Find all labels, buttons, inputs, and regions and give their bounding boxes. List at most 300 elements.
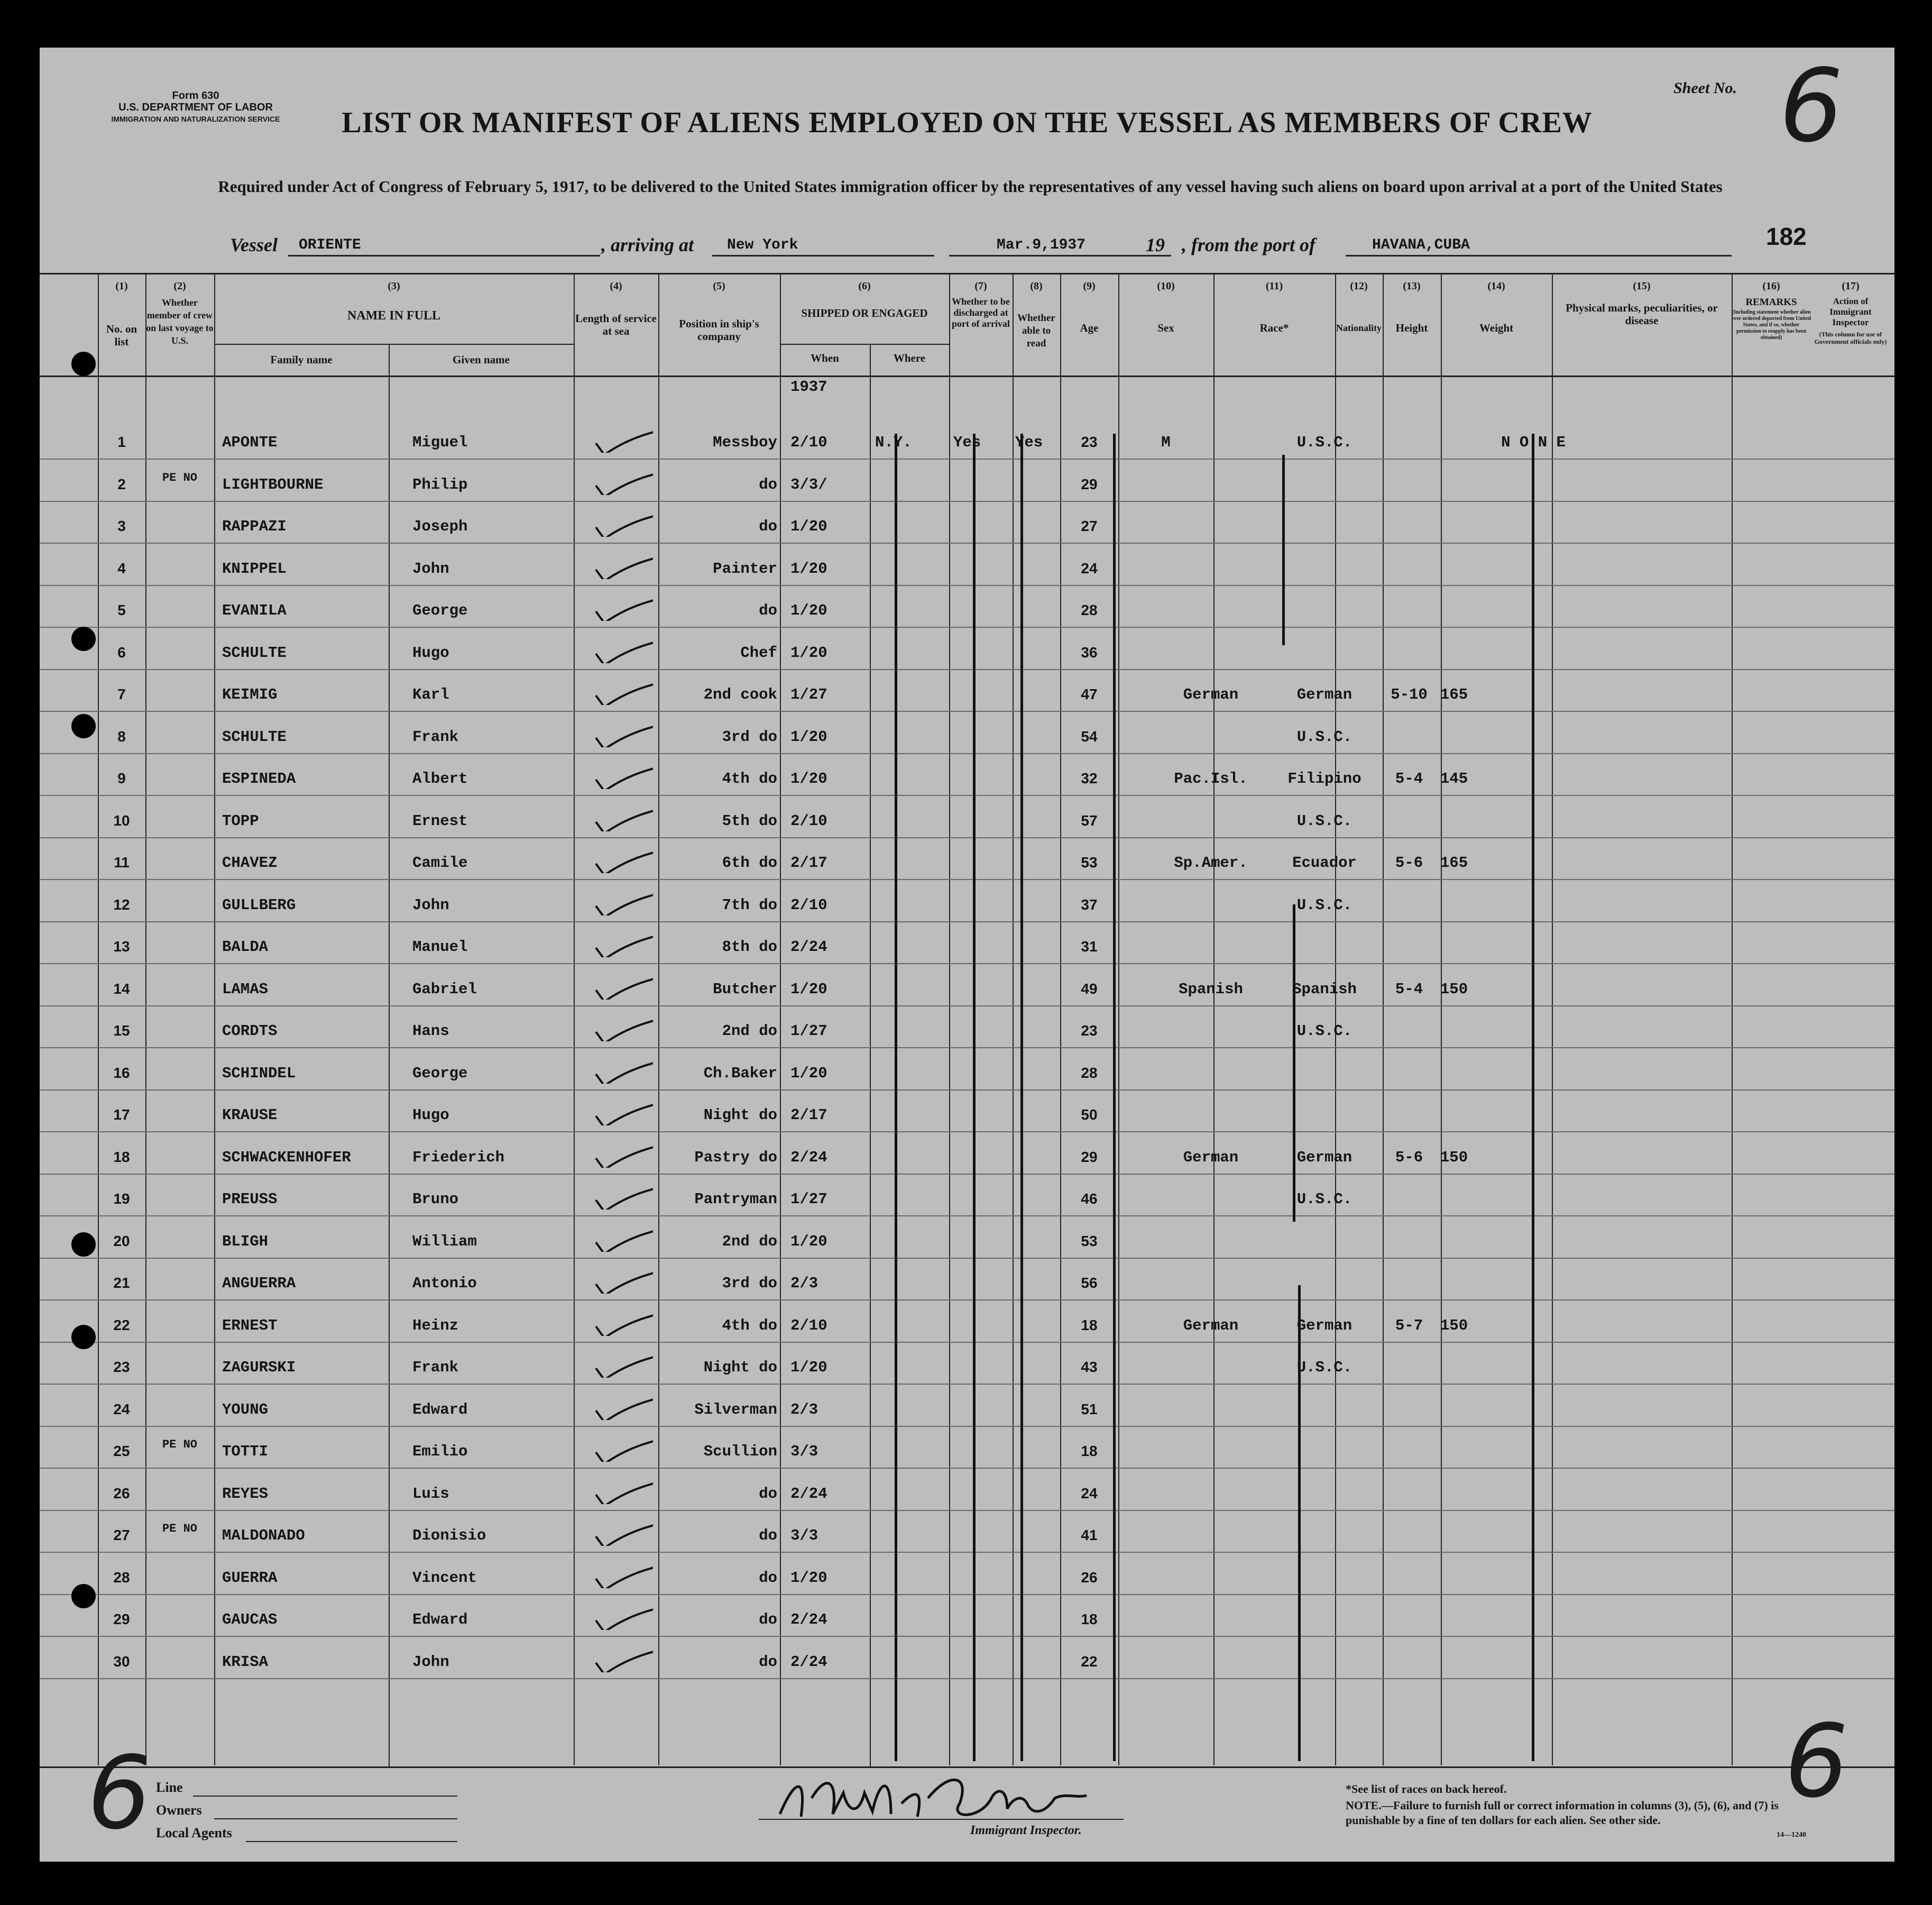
row-given-name: Philip	[412, 475, 468, 493]
service-check-mark	[595, 549, 653, 579]
row-number: 11	[114, 854, 130, 871]
row-family-name: SCHINDEL	[222, 1064, 296, 1082]
col-head-no: No. on list	[106, 323, 137, 348]
row-family-name: BALDA	[222, 938, 269, 956]
row-number: 27	[113, 1527, 130, 1543]
row-shipped-when: 3/3/	[790, 475, 827, 493]
col-num-11: (11)	[1265, 280, 1283, 292]
row-family-name: GULLBERG	[222, 896, 296, 914]
row-age: 24	[1081, 1485, 1098, 1501]
row-given-name: William	[412, 1232, 477, 1250]
service-check-mark	[595, 1516, 653, 1546]
col-head-when: When	[811, 352, 839, 364]
col-num-5: (5)	[713, 280, 725, 292]
row-age: 18	[1081, 1316, 1098, 1333]
row-given-name: Hugo	[412, 1106, 449, 1124]
shipped-year: 1937	[790, 378, 827, 396]
row-position: 2nd do	[722, 1232, 777, 1250]
row-shipped-when: 2/10	[790, 1316, 827, 1334]
row-number: 12	[113, 896, 130, 913]
row-shipped-when: 1/20	[790, 770, 827, 787]
row-position: do	[759, 1653, 777, 1671]
row-age: 43	[1081, 1359, 1098, 1375]
row-age: 28	[1081, 602, 1098, 618]
row-shipped-when: 1/20	[790, 560, 827, 578]
row-number: 17	[113, 1106, 130, 1123]
row-age: 51	[1081, 1400, 1098, 1417]
row-shipped-when: 2/17	[790, 854, 827, 872]
row-position: Butcher	[713, 980, 777, 998]
row-position: Painter	[713, 560, 777, 578]
row-position: Silverman	[694, 1400, 777, 1418]
col-num-13: (13)	[1403, 280, 1421, 292]
row-family-name: MALDONADO	[222, 1527, 305, 1544]
row-age: 27	[1081, 518, 1098, 534]
row-age: 32	[1081, 770, 1098, 786]
row-family-name: SCHULTE	[222, 728, 287, 746]
row-number: 14	[113, 980, 130, 997]
row-family-name: KNIPPEL	[222, 560, 287, 578]
row-shipped-when: 1/20	[790, 1232, 827, 1250]
races-note: *See list of races on back hereof.	[1346, 1782, 1507, 1796]
row-age: 31	[1081, 938, 1098, 955]
col-num-12: (12)	[1350, 280, 1368, 292]
row-shipped-when: 1/20	[790, 1359, 827, 1376]
col-head-discharged: Whether to be discharged at port of arrival	[952, 296, 1010, 329]
row-shipped-when: 1/20	[790, 728, 827, 746]
row-given-name: Joseph	[412, 518, 468, 535]
footer-left-number: 6	[87, 1735, 151, 1852]
row-weight: 150	[1440, 980, 1468, 998]
col-num-4: (4)	[610, 280, 622, 292]
row-family-name: SCHWACKENHOFER	[222, 1148, 351, 1166]
row-number: 3	[117, 518, 126, 534]
row-nationality: U.S.C.	[1296, 896, 1353, 914]
row-shipped-when: 2/17	[790, 1106, 827, 1124]
col-num-9: (9)	[1083, 280, 1096, 292]
row-number: 9	[117, 770, 126, 786]
service-check-mark	[595, 886, 653, 915]
row-position: do	[759, 1569, 777, 1587]
binder-hole	[71, 1232, 96, 1257]
row-family-name: EVANILA	[222, 602, 287, 619]
row-number: 1	[117, 434, 126, 450]
row-nationality: U.S.C.	[1296, 812, 1353, 830]
row-position: 3rd do	[722, 728, 777, 746]
row-family-name: KEIMIG	[222, 686, 278, 703]
row-nationality: German	[1296, 686, 1353, 703]
row-last-voyage: PE NO	[162, 1522, 197, 1535]
sheet-number: 6	[1779, 48, 1843, 164]
row-number: 18	[113, 1148, 130, 1165]
row-number: 4	[117, 560, 126, 576]
page-subtitle: Required under Act of Congress of February 5, 1917, to be delivered to the United States immigration officer by the representatives of any vessel having such aliens on board upon arrival at a port of the United States	[218, 177, 1723, 196]
service-check-mark	[595, 970, 653, 1000]
row-given-name: Heinz	[412, 1316, 459, 1334]
row-given-name: Miguel	[412, 434, 468, 451]
col-head-last-voyage: Whether member of crew on last voyage to U.S.	[146, 297, 214, 346]
row-height: 5-6	[1395, 854, 1423, 872]
row-number: 26	[113, 1485, 130, 1501]
row-number: 2	[117, 475, 126, 492]
footer-owners-label: Owners	[156, 1802, 202, 1818]
year-label: 19	[1146, 234, 1165, 255]
row-family-name: CORDTS	[222, 1022, 278, 1040]
col-head-action-note: (This column for use of Government officials only)	[1814, 331, 1887, 345]
row-height: 5-6	[1395, 1148, 1423, 1166]
row-age: 23	[1081, 434, 1098, 450]
row-age: 24	[1081, 560, 1098, 576]
form-number: Form 630	[172, 90, 219, 102]
row-sex: M	[1161, 434, 1171, 451]
row-given-name: Manuel	[412, 938, 468, 956]
agency-name: U.S. DEPARTMENT OF LABOR	[118, 102, 273, 113]
service-name: IMMIGRATION AND NATURALIZATION SERVICE	[111, 115, 280, 123]
row-able-to-read: Yes	[1015, 434, 1043, 451]
row-shipped-when: 1/27	[790, 1190, 827, 1208]
row-height: 5-4	[1395, 770, 1423, 787]
col-num-16: (16)	[1762, 280, 1780, 292]
row-age: 23	[1081, 1022, 1098, 1039]
row-shipped-when: 2/24	[790, 938, 827, 956]
service-check-mark	[595, 718, 653, 747]
col-head-given: Given name	[453, 353, 510, 366]
row-race: Pac.Isl.	[1174, 770, 1248, 787]
row-last-voyage: PE NO	[162, 1438, 197, 1451]
col-head-race: Race*	[1259, 322, 1289, 334]
row-given-name: George	[412, 1064, 468, 1082]
row-given-name: Ernest	[412, 812, 468, 830]
service-check-mark	[595, 802, 653, 831]
row-number: 10	[113, 812, 130, 829]
row-shipped-when: 1/20	[790, 1064, 827, 1082]
row-shipped-when: 3/3	[790, 1527, 818, 1544]
row-position: Chef	[740, 644, 777, 662]
row-age: 28	[1081, 1064, 1098, 1081]
col-num-3: (3)	[388, 280, 400, 292]
row-age: 50	[1081, 1106, 1098, 1123]
service-check-mark	[595, 1096, 653, 1125]
row-age: 37	[1081, 896, 1098, 913]
page-title: LIST OR MANIFEST OF ALIENS EMPLOYED ON THE VESSEL AS MEMBERS OF CREW	[342, 106, 1593, 139]
row-nationality: U.S.C.	[1296, 1190, 1353, 1208]
row-shipped-when: 1/20	[790, 980, 827, 998]
row-number: 20	[113, 1232, 130, 1249]
row-family-name: TOTTI	[222, 1443, 269, 1460]
footer-right-number: 6	[1784, 1703, 1848, 1820]
service-check-mark	[595, 634, 653, 663]
row-age: 41	[1081, 1527, 1098, 1543]
col-num-6: (6)	[858, 280, 871, 292]
service-check-mark	[595, 1643, 653, 1672]
arriving-label: , arriving at	[601, 234, 694, 255]
col-head-action: Action of Immigrant Inspector	[1829, 296, 1872, 327]
row-family-name: BLIGH	[222, 1232, 269, 1250]
row-nationality: U.S.C.	[1296, 434, 1353, 451]
binder-hole	[71, 627, 96, 651]
row-given-name: Hugo	[412, 644, 449, 662]
row-age: 22	[1081, 1653, 1098, 1670]
row-given-name: George	[412, 602, 468, 619]
row-discharged: Yes	[953, 434, 981, 451]
row-family-name: ZAGURSKI	[222, 1359, 296, 1376]
row-position: 7th do	[722, 896, 777, 914]
row-weight: 145	[1440, 770, 1468, 787]
row-position: do	[759, 602, 777, 619]
service-check-mark	[595, 1180, 653, 1210]
service-check-mark	[595, 1600, 653, 1630]
col-head-remarks: REMARKS	[1745, 297, 1797, 308]
service-check-mark	[595, 759, 653, 789]
row-number: 6	[117, 644, 126, 661]
vessel-label: Vessel	[230, 234, 278, 255]
service-check-mark	[595, 1012, 653, 1041]
col-head-position: Position in ship's company	[679, 317, 759, 343]
row-number: 28	[113, 1569, 130, 1586]
row-family-name: ERNEST	[222, 1316, 278, 1334]
row-number: 16	[113, 1064, 130, 1081]
row-shipped-when: 1/20	[790, 644, 827, 662]
row-family-name: KRAUSE	[222, 1106, 278, 1124]
row-given-name: Vincent	[412, 1569, 477, 1587]
row-position: Pastry do	[694, 1148, 777, 1166]
row-given-name: Frank	[412, 728, 459, 746]
col-num-15: (15)	[1633, 280, 1651, 292]
row-position: 2nd cook	[703, 686, 777, 703]
row-number: 23	[113, 1359, 130, 1375]
col-head-nationality: Nationality	[1336, 323, 1382, 333]
row-given-name: Bruno	[412, 1190, 459, 1208]
service-check-mark	[595, 591, 653, 621]
service-check-mark	[595, 465, 653, 495]
row-physical-marks: N O N E	[1501, 434, 1566, 451]
table-top-rule	[40, 273, 1894, 274]
row-nationality: Ecuador	[1292, 854, 1357, 872]
list-number: 182	[1766, 223, 1807, 250]
row-shipped-when: 1/27	[790, 686, 827, 703]
binder-hole	[71, 1325, 96, 1349]
row-race: German	[1183, 686, 1239, 703]
row-given-name: John	[412, 1653, 449, 1671]
row-weight: 165	[1440, 686, 1468, 703]
row-number: 19	[113, 1190, 130, 1207]
row-position: do	[759, 475, 777, 493]
row-given-name: John	[412, 896, 449, 914]
row-number: 8	[117, 728, 126, 745]
row-number: 21	[113, 1275, 130, 1291]
sheet-label: Sheet No.	[1673, 79, 1737, 97]
row-position: Messboy	[713, 434, 777, 451]
col-num-7: (7)	[974, 280, 987, 292]
row-shipped-when: 2/10	[790, 896, 827, 914]
row-race: Sp.Amer.	[1174, 854, 1248, 872]
binder-hole	[71, 1584, 96, 1608]
row-position: Night do	[703, 1106, 777, 1124]
row-age: 54	[1081, 728, 1098, 745]
row-family-name: LIGHTBOURNE	[222, 475, 324, 493]
row-number: 29	[113, 1611, 130, 1627]
row-family-name: GUERRA	[222, 1569, 278, 1587]
col-num-14: (14)	[1487, 280, 1505, 292]
row-weight: 150	[1440, 1148, 1468, 1166]
row-number: 7	[117, 686, 126, 702]
row-given-name: Karl	[412, 686, 449, 703]
col-num-8: (8)	[1030, 280, 1043, 292]
service-check-mark	[595, 1054, 653, 1084]
row-age: 29	[1081, 475, 1098, 492]
row-age: 36	[1081, 644, 1098, 661]
departure-port: HAVANA,CUBA	[1372, 237, 1470, 253]
row-family-name: KRISA	[222, 1653, 269, 1671]
col-head-read: Whether able to read	[1017, 313, 1055, 349]
service-check-mark	[595, 1432, 653, 1462]
row-age: 53	[1081, 1232, 1098, 1249]
col-head-service: Length of service at sea	[575, 312, 657, 337]
binder-hole	[71, 352, 96, 376]
row-shipped-when: 2/24	[790, 1485, 827, 1503]
row-position: do	[759, 518, 777, 535]
service-check-mark	[595, 507, 653, 537]
row-family-name: APONTE	[222, 434, 278, 451]
row-nationality: U.S.C.	[1296, 1359, 1353, 1376]
service-check-mark	[595, 1138, 653, 1168]
row-given-name: Emilio	[412, 1443, 468, 1460]
row-family-name: CHAVEZ	[222, 854, 278, 872]
col-num-2: (2)	[173, 280, 186, 292]
row-age: 47	[1081, 686, 1098, 702]
row-shipped-when: 2/24	[790, 1653, 827, 1671]
row-shipped-when: 3/3	[790, 1443, 818, 1460]
row-given-name: Friederich	[412, 1148, 505, 1166]
row-given-name: Edward	[412, 1611, 468, 1628]
row-shipped-when: 2/3	[790, 1400, 818, 1418]
row-family-name: LAMAS	[222, 980, 269, 998]
row-age: 53	[1081, 854, 1098, 871]
header-bottom-rule	[40, 375, 1894, 377]
row-given-name: Frank	[412, 1359, 459, 1376]
from-port-label: , from the port of	[1182, 234, 1316, 255]
row-shipped-when: 2/10	[790, 812, 827, 830]
row-family-name: ESPINEDA	[222, 770, 296, 787]
col-head-age: Age	[1080, 322, 1099, 334]
row-given-name: Luis	[412, 1485, 449, 1503]
row-number: 13	[113, 938, 130, 955]
row-shipped-when: 1/20	[790, 1569, 827, 1587]
col-head-shipped: SHIPPED OR ENGAGED	[801, 307, 928, 319]
service-check-mark	[595, 423, 653, 453]
col-num-17: (17)	[1842, 280, 1860, 292]
service-check-mark	[595, 1390, 653, 1420]
print-code: 14—1240	[1777, 1831, 1806, 1839]
row-family-name: RAPPAZI	[222, 518, 287, 535]
row-weight: 165	[1440, 854, 1468, 872]
row-family-name: PREUSS	[222, 1190, 278, 1208]
vessel-name: ORIENTE	[299, 237, 361, 253]
row-number: 15	[113, 1022, 130, 1039]
row-position: 3rd do	[722, 1275, 777, 1292]
row-family-name: SCHULTE	[222, 644, 287, 662]
row-position: 6th do	[722, 854, 777, 872]
row-height: 5-4	[1395, 980, 1423, 998]
row-shipped-when: 1/20	[790, 518, 827, 535]
row-family-name: GAUCAS	[222, 1611, 278, 1628]
service-check-mark	[595, 928, 653, 957]
row-height: 5-10	[1391, 686, 1428, 703]
col-head-marks: Physical marks, peculiarities, or disease	[1566, 301, 1718, 327]
row-age: 18	[1081, 1443, 1098, 1459]
row-shipped-when: 1/20	[790, 602, 827, 619]
row-age: 18	[1081, 1611, 1098, 1627]
col-head-family: Family name	[270, 353, 333, 366]
row-given-name: Camile	[412, 854, 468, 872]
row-nationality: U.S.C.	[1296, 1022, 1353, 1040]
row-nationality: Spanish	[1292, 980, 1357, 998]
row-shipped-when: 1/27	[790, 1022, 827, 1040]
service-check-mark	[595, 675, 653, 705]
col-head-name: NAME IN FULL	[347, 309, 440, 323]
row-position: 4th do	[722, 1316, 777, 1334]
arriving-port: New York	[727, 237, 798, 253]
row-race: German	[1183, 1148, 1239, 1166]
row-race: German	[1183, 1316, 1239, 1334]
row-given-name: John	[412, 560, 449, 578]
row-given-name: Antonio	[412, 1275, 477, 1292]
row-given-name: Albert	[412, 770, 468, 787]
row-given-name: Hans	[412, 1022, 449, 1040]
row-nationality: German	[1296, 1148, 1353, 1166]
row-age: 29	[1081, 1148, 1098, 1165]
row-family-name: ANGUERRA	[222, 1275, 296, 1292]
row-age: 57	[1081, 812, 1098, 829]
service-check-mark	[595, 1264, 653, 1294]
col-head-height: Height	[1395, 322, 1428, 334]
row-height: 5-7	[1395, 1316, 1423, 1334]
row-position: do	[759, 1611, 777, 1628]
col-head-sex: Sex	[1157, 322, 1174, 334]
row-position: Ch.Baker	[703, 1064, 777, 1082]
row-nationality: U.S.C.	[1296, 728, 1353, 746]
row-given-name: Gabriel	[412, 980, 477, 998]
row-nationality: German	[1296, 1316, 1353, 1334]
row-number: 24	[113, 1400, 130, 1417]
service-check-mark	[595, 1348, 653, 1378]
row-position: Night do	[703, 1359, 777, 1376]
arrival-date: Mar.9,1937	[997, 237, 1086, 253]
row-nationality: Filipino	[1287, 770, 1361, 787]
row-shipped-when: 2/10	[790, 434, 827, 451]
row-number: 30	[113, 1653, 130, 1670]
service-check-mark	[595, 844, 653, 873]
row-position: 2nd do	[722, 1022, 777, 1040]
row-age: 56	[1081, 1275, 1098, 1291]
row-last-voyage: PE NO	[162, 471, 197, 484]
service-check-mark	[595, 1474, 653, 1504]
row-given-name: Dionisio	[412, 1527, 486, 1544]
row-position: Scullion	[703, 1443, 777, 1460]
row-weight: 150	[1440, 1316, 1468, 1334]
row-age: 49	[1081, 980, 1098, 997]
row-position: do	[759, 1527, 777, 1544]
row-shipped-when: 2/3	[790, 1275, 818, 1292]
row-race: Spanish	[1179, 980, 1243, 998]
row-position: Pantryman	[694, 1190, 777, 1208]
col-head-weight: Weight	[1479, 322, 1514, 334]
service-check-mark	[595, 1222, 653, 1252]
row-position: do	[759, 1485, 777, 1503]
row-position: 4th do	[722, 770, 777, 787]
row-age: 46	[1081, 1190, 1098, 1207]
row-shipped-when: 2/24	[790, 1611, 827, 1628]
